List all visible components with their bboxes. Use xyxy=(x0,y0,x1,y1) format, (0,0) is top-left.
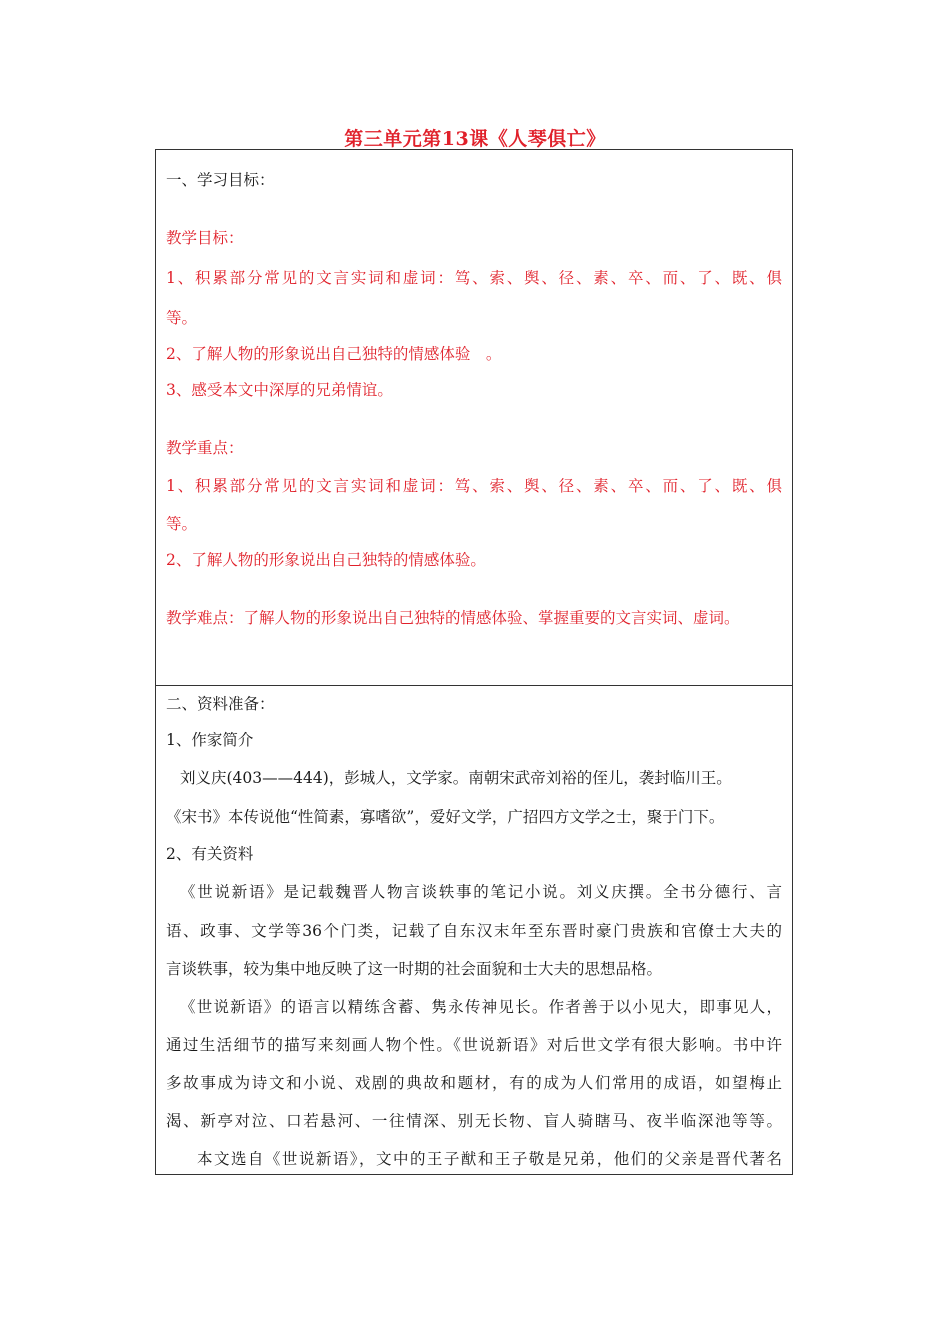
objective-1-line-1: 1、积累部分常见的文言实词和虚词：笃、索、舆、径、素、卒、而、了、既、俱 xyxy=(166,269,782,287)
learning-goals-cell xyxy=(155,149,793,686)
focus-heading: 教学重点： xyxy=(166,439,244,457)
focus-1-line-2: 等。 xyxy=(166,515,198,533)
material-heading: 2、有关资料 xyxy=(166,845,254,863)
section-heading-materials: 二、资料准备： xyxy=(166,695,275,713)
objective-1-line-2: 等。 xyxy=(166,309,198,327)
objectives-heading: 教学目标： xyxy=(166,229,244,247)
material-para2-line-2: 通过生活细节的描写来刻画人物个性。《世说新语》对后世文学有很大影响。书中许 xyxy=(166,1036,782,1054)
page-title: 第三单元第13课《人琴俱亡》 xyxy=(344,128,606,150)
author-paragraph-line-2: 《宋书》本传说他“性简素，寡嗜欲”，爱好文学，广招四方文学之士，聚于门下。 xyxy=(166,808,725,826)
section-heading-goals: 一、学习目标： xyxy=(166,171,275,189)
objective-3: 3、感受本文中深厚的兄弟情谊。 xyxy=(166,381,393,399)
author-paragraph-line-1: 刘义庆(403——444)，彭城人，文学家。南朝宋武帝刘裕的侄儿，袭封临川王。 xyxy=(180,769,732,787)
material-para1-line-3: 言谈轶事，较为集中地反映了这一时期的社会面貌和士大夫的思想品格。 xyxy=(166,960,663,978)
author-heading: 1、作家简介 xyxy=(166,731,254,749)
material-para2-line-4: 渴、新亭对泣、口若悬河、一往情深、别无长物、盲人骑瞎马、夜半临深池等等。 xyxy=(166,1112,782,1130)
material-para2-line-1: 《世说新语》的语言以精练含蓄、隽永传神见长。作者善于以小见大，即事见人， xyxy=(180,998,782,1016)
material-para1-line-1: 《世说新语》是记载魏晋人物言谈轶事的笔记小说。刘义庆撰。全书分德行、言 xyxy=(180,883,782,901)
materials-cell xyxy=(155,686,793,1175)
focus-1-line-1: 1、积累部分常见的文言实词和虚词：笃、索、舆、径、素、卒、而、了、既、俱 xyxy=(166,477,782,495)
objective-2: 2、了解人物的形象说出自己独特的情感体验 。 xyxy=(166,345,502,363)
difficulty: 教学难点：了解人物的形象说出自己独特的情感体验、掌握重要的文言实词、虚词。 xyxy=(166,609,740,627)
lesson-table xyxy=(155,149,793,1175)
material-para3-line-1: 本文选自《世说新语》，文中的王子猷和王子敬是兄弟，他们的父亲是晋代著名 xyxy=(197,1150,782,1168)
material-para1-line-2: 语、政事、文学等36个门类，记载了自东汉末年至东晋时豪门贵族和官僚士大夫的 xyxy=(166,922,782,940)
focus-2: 2、了解人物的形象说出自己独特的情感体验。 xyxy=(166,551,486,569)
material-para2-line-3: 多故事成为诗文和小说、戏剧的典故和题材，有的成为人们常用的成语，如望梅止 xyxy=(166,1074,782,1092)
